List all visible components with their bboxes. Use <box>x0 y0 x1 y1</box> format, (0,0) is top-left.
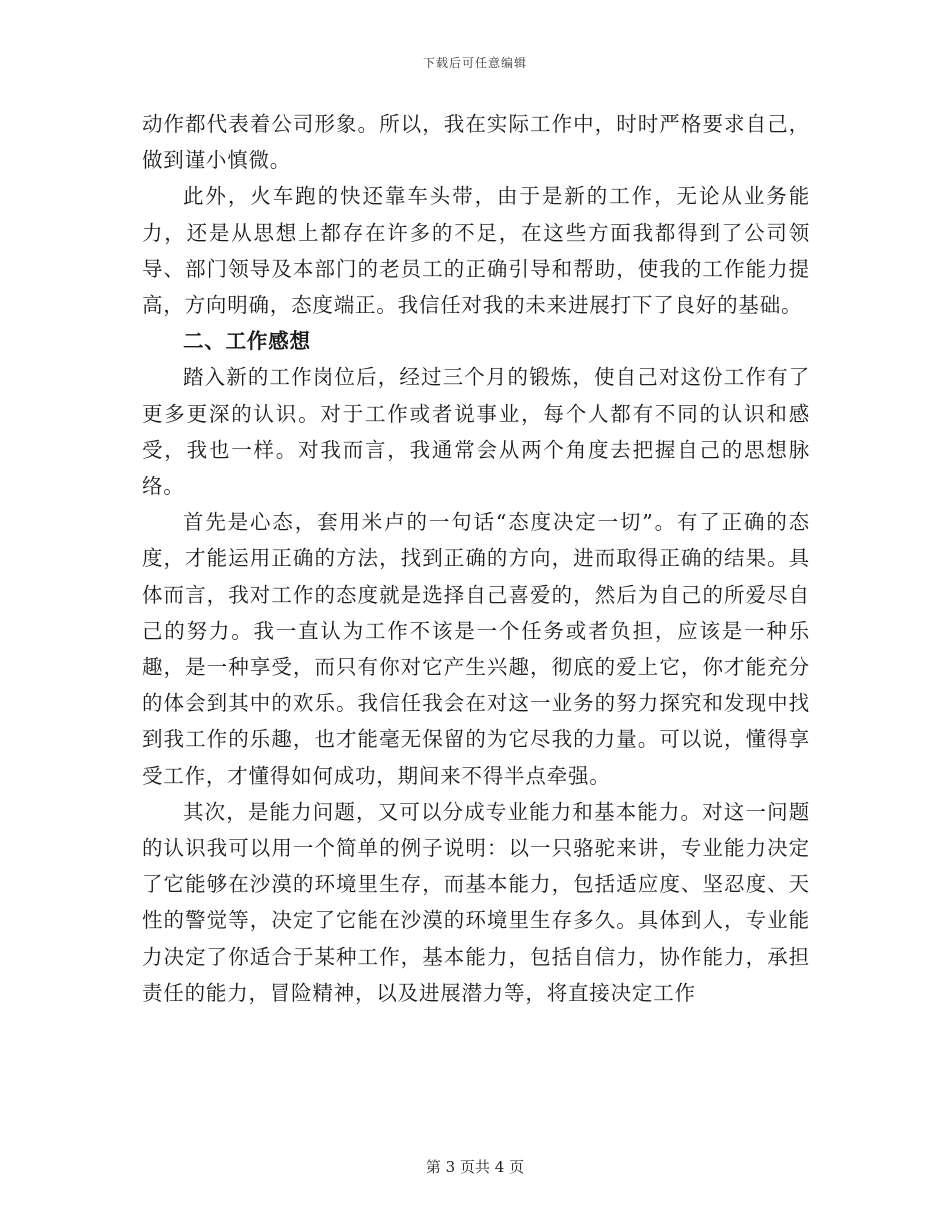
paragraph-continuation: 动作都代表着公司形象。所以，我在实际工作中，时时严格要求自己，做到谨小慎微。 <box>142 112 810 173</box>
paragraph-new-position: 踏入新的工作岗位后，经过三个月的锻炼，使自己对这份工作有了更多更深的认识。对于工作或者说事业，每个人都有不同的认识和感受，我也一样。对我而言，我通常会从两个角度去把握自己的思想脉络。 <box>142 365 810 499</box>
paragraph-attitude: 首先是心态，套用米卢的一句话“态度决定一切”。有了正确的态度，才能运用正确的方法，找到正确的方向，进而取得正确的结果。具体而言，我对工作的态度就是选择自己喜爱的，然后为自己的所爱尽自己的努力。我一直认为工作不该是一个任务或者负担，应该是一种乐趣，是一种享受，而只有你对它产生兴趣，彻底的爱上它，你才能充分的体会到其中的欢乐。我信任我会在对这一业务的努力探究和发现中找到我工作的乐趣，也才能毫无保留的为它尽我的力量。可以说，懂得享受工作，才懂得如何成功，期间来不得半点牵强。 <box>142 510 810 788</box>
page-header: 下载后可任意编辑 <box>422 56 527 70</box>
document-body <box>142 106 810 1011</box>
page-number: 第 3 页共 4 页 <box>425 1158 525 1176</box>
paragraph-guidance: 此外，火车跑的快还靠车头带，由于是新的工作，无论从业务能力，还是从思想上都存在许多的不足，在这些方面我都得到了公司领导、部门领导及本部门的老员工的正确引导和帮助，使我的工作能力提高，方向明确，态度端正。我信任对我的未来进展打下了良好的基础。 <box>142 184 810 318</box>
paragraph-ability: 其次，是能力问题，又可以分成专业能力和基本能力。对这一问题的认识我可以用一个简单的例子说明：以一只骆驼来讲，专业能力决定了它能够在沙漠的环境里生存，而基本能力，包括适应度、坚忍度、天性的警觉等，决定了它能在沙漠的环境里生存多久。具体到人，专业能力决定了你适合于某种工作，基本能力，包括自信力，协作能力，承担责任的能力，冒险精神，以及进展潜力等，将直接决定工作 <box>142 799 810 1005</box>
section-heading-work-reflections: 二、工作感想 <box>183 329 311 354</box>
